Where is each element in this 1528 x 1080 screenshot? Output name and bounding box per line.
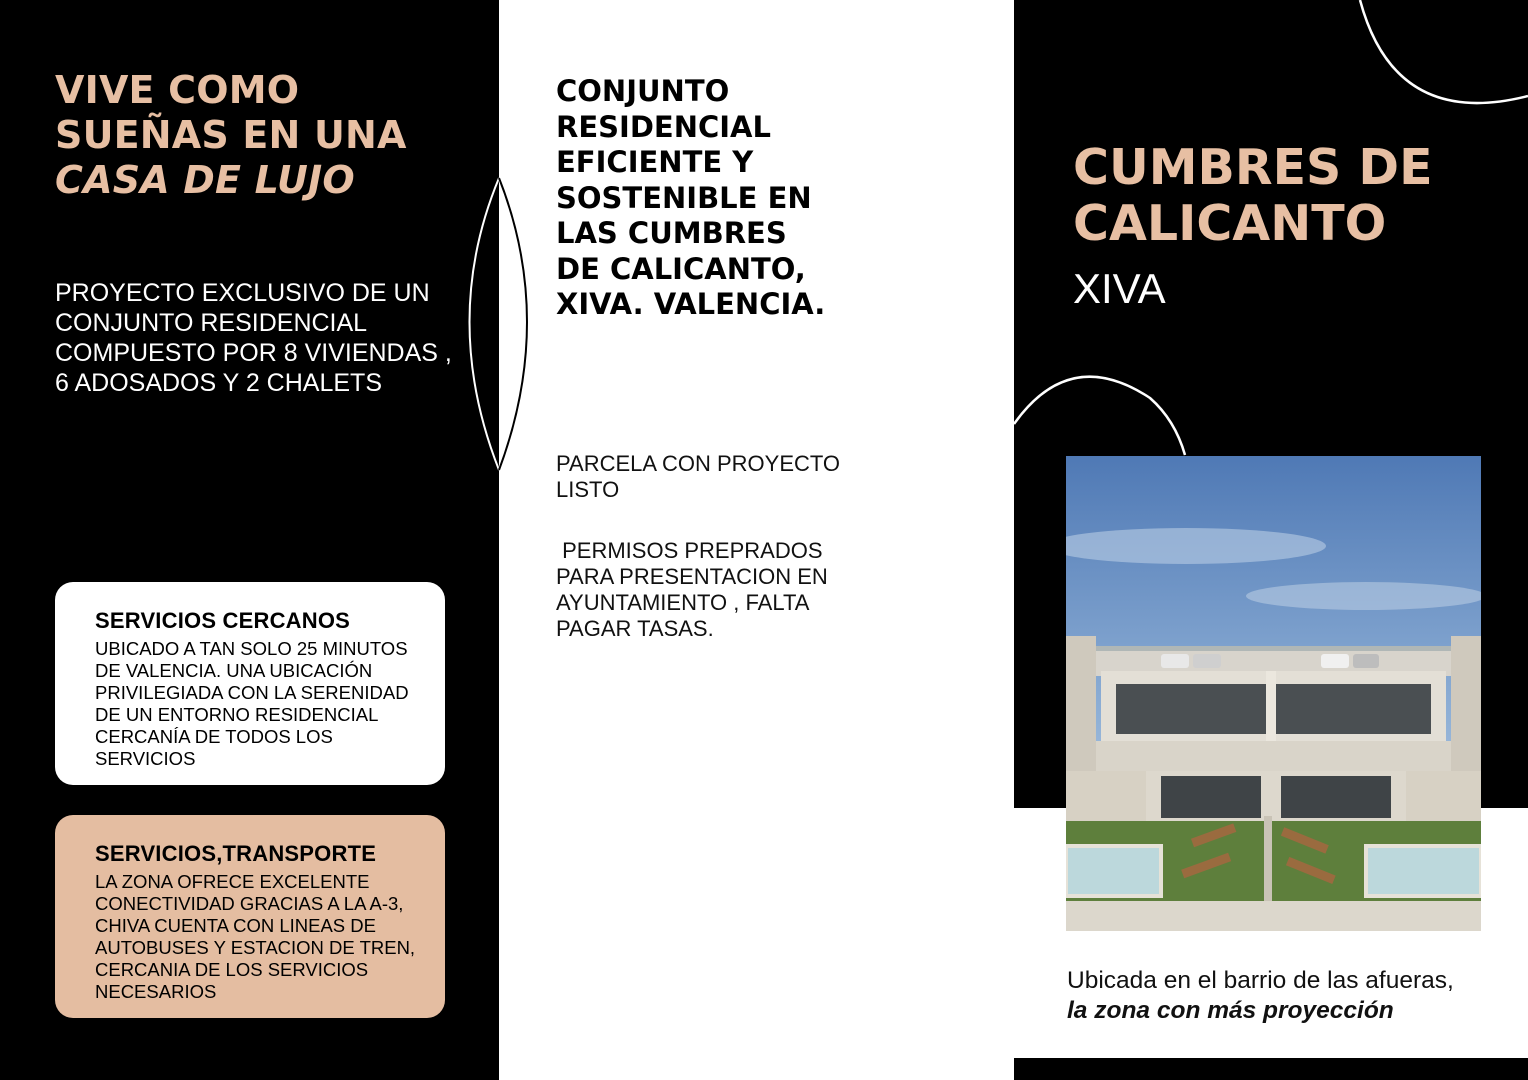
middle-headline-line: EFICIENTE Y bbox=[556, 145, 754, 179]
house-render-illustration bbox=[1066, 456, 1481, 931]
plot-ready-text: PARCELA CON PROYECTO LISTO bbox=[556, 451, 841, 502]
house-render-image bbox=[1066, 456, 1481, 931]
left-headline-line-3: CASA DE LUJO bbox=[55, 158, 355, 202]
nearby-services-card bbox=[55, 582, 445, 785]
left-headline-line-2: SUEÑAS EN UNA bbox=[55, 113, 407, 157]
permits-text: PERMISOS PREPRADOS PARA PRESENTACION EN AYUNTAMIENTO , FALTA PAGAR TASAS. bbox=[556, 538, 833, 641]
nearby-services-body: UBICADO A TAN SOLO 25 MINUTOS DE VALENCIA. UNA UBICACIÓN PRIVILEGIADA CON LA SERENIDAD DE UN ENTORNO RESIDENCIAL CERCANÍA DE TODOS LOS SERVICIOS bbox=[95, 638, 409, 769]
location-caption-line-1: Ubicada en el barrio de las afueras, bbox=[1067, 967, 1454, 994]
project-location: XIVA bbox=[1073, 265, 1166, 312]
project-title bbox=[1073, 140, 1433, 252]
location-caption-line-2: la zona con más proyección bbox=[1067, 997, 1394, 1024]
project-title-line-2: CALICANTO bbox=[1073, 195, 1387, 252]
right-panel bbox=[1014, 0, 1528, 1080]
transport-services-card bbox=[55, 815, 445, 1018]
left-headline bbox=[55, 68, 407, 203]
transport-services-heading: SERVICIOS,TRANSPORTE bbox=[95, 841, 377, 866]
left-headline-line-1: VIVE COMO bbox=[55, 68, 300, 112]
transport-services-body: LA ZONA OFRECE EXCELENTE CONECTIVIDAD GRACIAS A LA A-3, CHIVA CUENTA CON LINEAS DE AUTOBUSES Y ESTACION DE TREN, CERCANIA DE LOS SERVICIOS NECESARIOS bbox=[95, 871, 416, 1002]
middle-headline-line: DE CALICANTO, bbox=[556, 251, 806, 286]
middle-headline-line: LAS CUMBRES bbox=[556, 216, 787, 250]
left-panel bbox=[0, 0, 499, 1080]
middle-headline-line: SOSTENIBLE EN bbox=[556, 180, 812, 215]
project-description: PROYECTO EXCLUSIVO DE UN CONJUNTO RESIDENCIAL COMPUESTO POR 8 VIVIENDAS , 6 ADOSADOS Y 2 CHALETS bbox=[55, 279, 452, 397]
location-caption bbox=[1067, 966, 1517, 1026]
middle-headline-line: XIVA. VALENCIA. bbox=[556, 287, 826, 321]
middle-headline-line: RESIDENCIAL bbox=[556, 109, 771, 144]
nearby-services-heading: SERVICIOS CERCANOS bbox=[95, 608, 351, 633]
middle-panel bbox=[499, 0, 1014, 1080]
middle-headline bbox=[556, 74, 825, 323]
middle-headline-line: CONJUNTO bbox=[556, 74, 730, 108]
project-title-line-1: CUMBRES DE bbox=[1073, 139, 1433, 196]
